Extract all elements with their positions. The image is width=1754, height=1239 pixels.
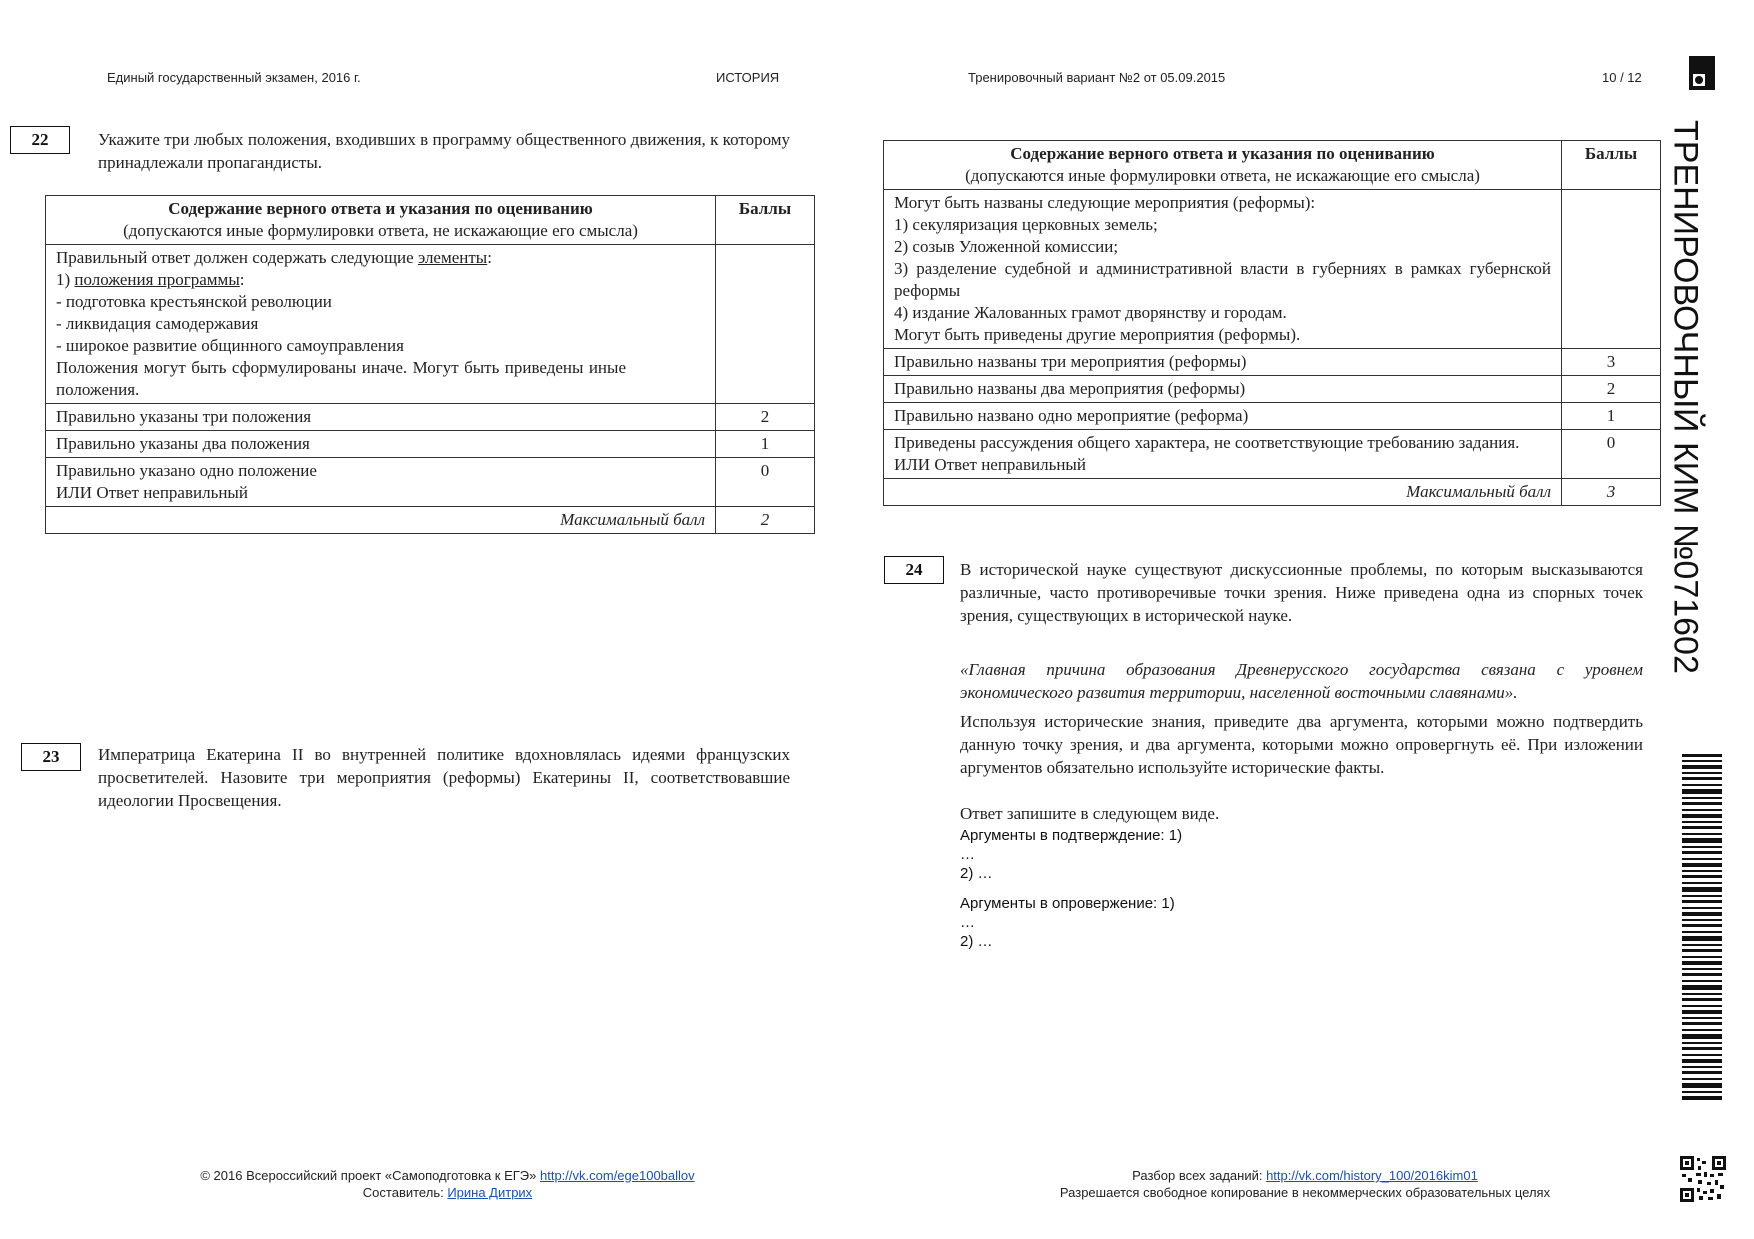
table-max-row: Максимальный балл 2 (46, 507, 815, 534)
scoring-table-23 (883, 140, 1661, 506)
answer-format (960, 826, 1182, 951)
table-row (884, 190, 1661, 349)
list-item: - широкое развитие общинного самоуправления (56, 336, 404, 355)
header-subject: ИСТОРИЯ (716, 70, 780, 85)
table-row: Приведены рассуждения общего характера, не соответствующие требованию задания. ИЛИ Ответ неправильный 0 (884, 430, 1661, 479)
answer-intro: Правильный ответ должен содержать следующие элементы: (56, 248, 492, 267)
header-variant: Тренировочный вариант №2 от 05.09.2015 (968, 70, 1226, 85)
table-max-row: Максимальный балл 3 (884, 479, 1661, 506)
table-row: Правильно названы два мероприятия (реформы) 2 (884, 376, 1661, 403)
question-number-23: 23 (21, 743, 81, 771)
table-row: Правильно названы три мероприятия (реформы) 3 (884, 349, 1661, 376)
table-header-title: Содержание верного ответа и указания по оцениванию (1010, 144, 1435, 163)
list-item: 4) издание Жалованных грамот дворянству и городам. (894, 303, 1287, 322)
pro-ellipsis: … (960, 846, 975, 863)
table-row (46, 245, 815, 404)
table-header-points: Баллы (1584, 144, 1638, 163)
footer-project-link[interactable]: http://vk.com/ege100ballov (540, 1168, 695, 1183)
con-label: Аргументы в опровержение: 1) (960, 895, 1175, 912)
question-23-text: Императрица Екатерина II во внутренней политике вдохновлялась идеями французских просветителей. Назовите три мероприятия (реформы) Екатерины II, соответствовавшие идеологии Просвещения. (98, 745, 790, 810)
answer-item-1: 1) положения программы: (56, 270, 245, 289)
table-header-note: (допускаются иные формулировки ответа, не искажающие его смысла) (965, 166, 1480, 185)
answer-note: Положения могут быть сформулированы иначе. Могут быть приведены иные положения. (56, 358, 626, 399)
table-header-title: Содержание верного ответа и указания по оцениванию (168, 199, 593, 218)
list-item: - подготовка крестьянской революции (56, 292, 332, 311)
barcode-icon (1682, 754, 1722, 1100)
con-ellipsis: … (960, 914, 975, 931)
footer-author-link[interactable]: Ирина Дитрих (447, 1185, 533, 1200)
question-24-text: В исторической науке существуют дискуссионные проблемы, по которым высказываются различные, часто противоречивые точки зрения. Ниже приведена одна из спорных точек зрения, существующих в исторической науке. (960, 560, 1643, 625)
list-item: 1) секуляризация церковных земель; (894, 215, 1158, 234)
corner-mark-icon (1689, 56, 1715, 90)
footer-copy-note: Разрешается свободное копирование в некоммерческих образовательных целях (1059, 1185, 1551, 1200)
table-header-points: Баллы (738, 199, 792, 218)
list-item: - ликвидация самодержавия (56, 314, 259, 333)
pro-label: Аргументы в подтверждение: 1) (960, 827, 1183, 844)
footer-left (120, 1167, 775, 1201)
table-header-note: (допускаются иные формулировки ответа, не искажающие его смысла) (123, 221, 638, 240)
footer-solutions-label: Разбор всех заданий: (1132, 1168, 1267, 1183)
table-row: Правильно названо одно мероприятие (реформа) 1 (884, 403, 1661, 430)
footer-right (990, 1167, 1620, 1201)
question-number-24: 24 (884, 556, 944, 584)
list-item: Могут быть названы следующие мероприятия (реформы): (894, 193, 1316, 212)
question-24-quote: «Главная причина образования Древнерусского государства связана с уровнем экономического развития территории, населенной восточными славянами». (960, 660, 1643, 702)
side-label: ТРЕНИРОВОЧНЫЙ КИМ №071602 (1666, 120, 1705, 674)
question-number-22: 22 (10, 126, 70, 154)
question-24-task: Используя исторические знания, приведите два аргумента, которыми можно подтвердить данную точку зрения, и два аргумента, которыми можно опровергнуть её. При изложении аргументов обязательно используйте исторические факты. (960, 712, 1643, 777)
footer-author-label: Составитель: (362, 1185, 448, 1200)
footer-copyright: © 2016 Всероссийский проект «Самоподготовка к ЕГЭ» (200, 1168, 540, 1183)
table-row: Правильно указаны два положения 1 (46, 431, 815, 458)
header-page: 10 / 12 (1602, 70, 1642, 85)
scoring-table-22 (45, 195, 815, 534)
con-second: 2) … (960, 933, 993, 950)
answer-format-intro: Ответ запишите в следующем виде. (960, 804, 1220, 823)
list-item: 2) созыв Уложенной комиссии; (894, 237, 1119, 256)
table-row: Правильно указаны три положения 2 (46, 404, 815, 431)
pro-second: 2) … (960, 865, 993, 882)
table-header-row (46, 196, 815, 245)
footer-solutions-link[interactable]: http://vk.com/history_100/2016kim01 (1266, 1168, 1478, 1183)
qr-code-icon (1680, 1156, 1726, 1202)
list-item: Могут быть приведены другие мероприятия (реформы). (894, 325, 1301, 344)
question-22-text: Укажите три любых положения, входивших в программу общественного движения, к которому принадлежали пропагандисты. (98, 130, 790, 172)
table-header-row (884, 141, 1661, 190)
header-exam: Единый государственный экзамен, 2016 г. (107, 70, 361, 85)
list-item: 3) разделение судебной и административной власти в губерниях в рамках губернской реформы (894, 259, 1551, 300)
table-row: Правильно указано одно положение ИЛИ Ответ неправильный 0 (46, 458, 815, 507)
